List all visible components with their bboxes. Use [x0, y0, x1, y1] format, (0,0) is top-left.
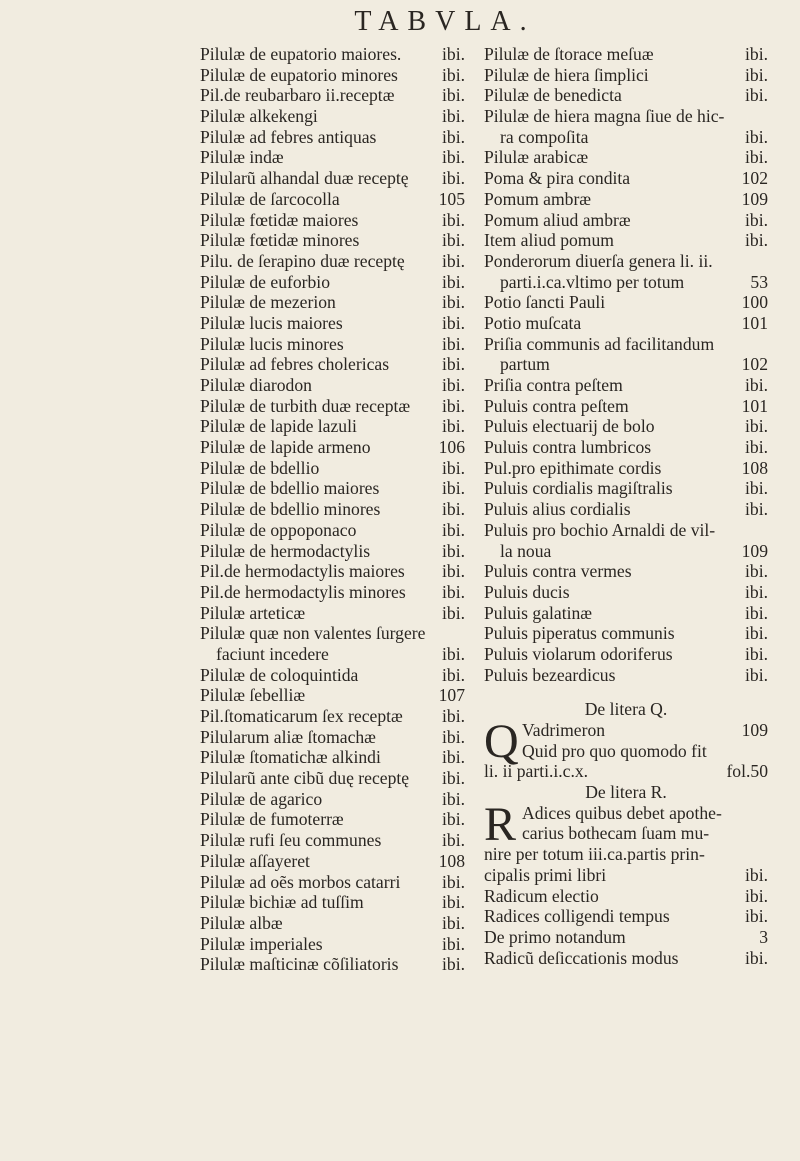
entry-text: Pilulæ de eupatorio minores: [200, 64, 398, 85]
entry-reference: ibi.: [745, 478, 768, 499]
index-entry: [200, 644, 465, 665]
page-header: TABVLA.: [354, 6, 536, 37]
entry-reference: ibi.: [442, 106, 465, 127]
entry-reference: ibi.: [442, 126, 465, 147]
index-entry: [484, 948, 768, 969]
index-entry: [484, 210, 768, 231]
entry-text: Pilulæ de lapide lazuli: [200, 416, 357, 437]
entry-text: Pil.de hermodactylis minores: [200, 581, 406, 602]
index-entry: [484, 65, 768, 86]
index-entry: [200, 499, 465, 520]
index-entry: [200, 727, 465, 748]
index-entry: [200, 541, 465, 562]
index-entry: [484, 886, 768, 907]
index-entry: [484, 803, 768, 824]
index-entry: [484, 168, 768, 189]
entry-reference: ibi.: [442, 788, 465, 809]
entry-reference: ibi.: [442, 395, 465, 416]
index-entry: [200, 189, 465, 210]
entry-text: li. ii parti.i.c.x.: [484, 761, 589, 782]
entry-text: Puluis contra peſtem: [484, 395, 629, 416]
entry-reference: ibi.: [745, 437, 768, 458]
entry-reference: ibi.: [442, 457, 465, 478]
entry-text: Pilulæ rufi ſeu communes: [200, 830, 382, 851]
entry-text: Pilularũ alhandal duæ receptę: [200, 168, 409, 189]
index-entry: [484, 741, 768, 762]
entry-text: Pilulæ de hiera magna ſiue de hic-: [484, 106, 725, 127]
entry-reference: ibi.: [745, 947, 768, 968]
entry-text: Radicũ deſiccationis modus: [484, 947, 679, 968]
index-entry: [484, 623, 768, 644]
index-entry: [200, 230, 465, 251]
entry-reference: ibi.: [442, 664, 465, 685]
section-r-lines: [484, 797, 768, 969]
entry-reference: 3: [759, 926, 768, 947]
entry-reference: ibi.: [442, 747, 465, 768]
entry-reference: ibi.: [442, 540, 465, 561]
index-entry: [200, 416, 465, 437]
entry-reference: ibi.: [442, 292, 465, 313]
section-r-block: [484, 797, 768, 969]
entry-text: ra compoſita: [500, 126, 589, 147]
entry-reference: ibi.: [442, 44, 465, 64]
entry-text: Pilulæ de benedicta: [484, 85, 622, 106]
index-entry: [200, 375, 465, 396]
entry-reference: ibi.: [745, 499, 768, 520]
entry-text: Pilulæ ſtomatichæ alkindi: [200, 747, 381, 768]
entry-text: Pilulæ de turbith duæ receptæ: [200, 395, 411, 416]
entry-reference: ibi.: [745, 864, 768, 885]
entry-text: Pilulæ ad febres antiquas: [200, 126, 377, 147]
index-entry: [484, 458, 768, 479]
dropcap-q: Q: [484, 715, 519, 768]
entry-reference: ibi.: [745, 623, 768, 644]
entry-text: Puluis ducis: [484, 581, 570, 602]
entry-text: Pil.de hermodactylis maiores: [200, 561, 405, 582]
entry-reference: ibi.: [442, 230, 465, 251]
right-entries: [484, 44, 768, 685]
index-entry: [484, 603, 768, 624]
entry-reference: 109: [741, 188, 768, 209]
index-entry: [484, 44, 768, 65]
index-entry: [484, 720, 768, 741]
index-entry: [484, 272, 768, 293]
entry-reference: ibi.: [745, 664, 768, 685]
entry-text: Pilulæ arabicæ: [484, 147, 589, 168]
entry-reference: 102: [741, 168, 768, 189]
entry-text: Pilulæ alkekengi: [200, 106, 318, 127]
index-entry: [200, 934, 465, 955]
index-entry: [200, 665, 465, 686]
entry-text: Pilulæ diarodon: [200, 375, 312, 395]
index-entry: [484, 106, 768, 127]
index-entry: [200, 210, 465, 231]
entry-reference: ibi.: [442, 706, 465, 726]
entry-text: Radicum electio: [484, 885, 599, 906]
index-entry: [484, 396, 768, 417]
entry-reference: ibi.: [745, 85, 768, 106]
entry-text: Pilulæ de ſtorace meſuæ: [484, 44, 654, 64]
entry-reference: ibi.: [745, 885, 768, 906]
entry-text: cipalis primi libri: [484, 864, 607, 885]
entry-reference: 53: [750, 271, 768, 292]
entry-reference: ibi.: [442, 354, 465, 375]
index-entry: [200, 458, 465, 479]
entry-text: Pilulæ de agarico: [200, 788, 323, 809]
entry-reference: ibi.: [442, 933, 465, 954]
index-entry: [200, 747, 465, 768]
entry-reference: ibi.: [442, 871, 465, 892]
index-entry: [200, 85, 465, 106]
index-entry: [484, 354, 768, 375]
index-entry: [200, 396, 465, 417]
dropcap-r: R: [484, 797, 517, 851]
entry-reference: ibi.: [745, 64, 768, 85]
entry-text: Pil.ſtomaticarum ſex receptæ: [200, 706, 403, 726]
entry-reference: ibi.: [745, 209, 768, 230]
entry-text: Pilulæ ad febres cholericas: [200, 354, 390, 375]
section-q-block: [484, 715, 768, 782]
entry-text: Potio muſcata: [484, 312, 582, 333]
left-index-column: [200, 44, 465, 975]
entry-text: Pilulæ fœtidæ maiores: [200, 209, 359, 230]
index-entry: [200, 830, 465, 851]
entry-reference: ibi.: [442, 168, 465, 189]
index-entry: [484, 561, 768, 582]
index-entry: [484, 499, 768, 520]
index-entry: [200, 292, 465, 313]
entry-text: Pilulæ albæ: [200, 912, 283, 933]
index-entry: [484, 292, 768, 313]
entry-text: Puluis contra vermes: [484, 561, 632, 582]
entry-reference: ibi.: [442, 209, 465, 230]
index-entry: [200, 603, 465, 624]
entry-text: Vadrimeron: [522, 720, 606, 740]
entry-reference: ibi.: [442, 250, 465, 271]
entry-text: Pomum aliud ambræ: [484, 209, 631, 230]
index-entry: [200, 872, 465, 893]
entry-reference: ibi.: [442, 892, 465, 913]
index-entry: [200, 354, 465, 375]
entry-reference: ibi.: [745, 147, 768, 168]
entry-reference: ibi.: [442, 726, 465, 747]
entry-text: Radices colligendi tempus: [484, 906, 670, 927]
entry-text: Puluis alius cordialis: [484, 499, 631, 520]
index-entry: [200, 913, 465, 934]
index-entry: [484, 665, 768, 686]
entry-text: Quid pro quo quomodo fit: [522, 740, 707, 761]
index-entry: [484, 416, 768, 437]
index-entry: [200, 520, 465, 541]
entry-text: Pilulæ indæ: [200, 147, 284, 168]
index-entry: [484, 127, 768, 148]
entry-reference: ibi.: [745, 416, 768, 437]
index-entry: [200, 437, 465, 458]
index-entry: [200, 561, 465, 582]
index-entry: [484, 147, 768, 168]
entry-reference: 107: [438, 685, 465, 706]
index-entry: [484, 375, 768, 396]
entry-reference: ibi.: [442, 830, 465, 851]
entry-text: Pilulæ arteticæ: [200, 602, 306, 623]
index-entry: [200, 127, 465, 148]
entry-reference: 101: [741, 395, 768, 416]
entry-reference: ibi.: [745, 906, 768, 927]
index-entry: [200, 809, 465, 830]
index-entry: [484, 927, 768, 948]
entry-reference: 108: [438, 850, 465, 871]
section-heading-q: De litera Q.: [584, 699, 668, 720]
entry-reference: ibi.: [745, 602, 768, 623]
entry-text: Priſia contra peſtem: [484, 375, 623, 395]
entry-text: De primo notandum: [484, 926, 626, 947]
index-entry: [200, 272, 465, 293]
index-entry: [200, 147, 465, 168]
entry-text: la noua: [500, 540, 552, 561]
entry-reference: 106: [438, 437, 465, 458]
entry-text: Pilulæ maſticinæ cõſiliatoris: [200, 954, 399, 975]
entry-reference: ibi.: [442, 643, 465, 664]
entry-text: partum: [500, 354, 550, 375]
index-entry: [200, 44, 465, 65]
entry-text: Adices quibus debet apothe-: [522, 802, 722, 823]
section-q-lines: [484, 715, 768, 782]
entry-text: Pilulæ de eupatorio maiores.: [200, 44, 402, 64]
entry-reference: ibi.: [442, 416, 465, 437]
entry-text: Pomum ambræ: [484, 188, 592, 209]
entry-text: Pilulæ de fumoterræ: [200, 809, 344, 830]
entry-text: Item aliud pomum: [484, 230, 614, 251]
entry-reference: ibi.: [745, 44, 768, 64]
entry-reference: ibi.: [745, 375, 768, 395]
entry-reference: ibi.: [442, 561, 465, 582]
entry-reference: 102: [741, 354, 768, 375]
index-entry: [200, 478, 465, 499]
index-entry: [200, 334, 465, 355]
entry-text: Ponderorum diuerſa genera li. ii.: [484, 250, 713, 271]
index-entry: [484, 541, 768, 562]
right-index-column: [484, 44, 768, 968]
entry-reference: 100: [741, 292, 768, 313]
index-entry: [484, 230, 768, 251]
entry-text: Pilulæ aſſayeret: [200, 850, 310, 871]
index-entry: [200, 789, 465, 810]
index-entry: [484, 823, 768, 844]
index-entry: [484, 313, 768, 334]
index-entry: [200, 706, 465, 727]
entry-text: Poma & pira condita: [484, 168, 631, 189]
entry-text: Pilulæ lucis maiores: [200, 312, 343, 333]
entry-reference: ibi.: [442, 954, 465, 975]
entry-text: Puluis contra lumbricos: [484, 437, 652, 458]
index-entry: [484, 844, 768, 865]
entry-reference: ibi.: [442, 768, 465, 789]
section-heading-r: De litera R.: [585, 782, 667, 803]
entry-text: Pilulæ de bdellio minores: [200, 499, 381, 520]
index-entry: [200, 623, 465, 644]
index-entry: [484, 478, 768, 499]
entry-reference: ibi.: [442, 271, 465, 292]
entry-reference: ibi.: [442, 499, 465, 520]
index-entry: [484, 334, 768, 355]
entry-text: Pilulæ quæ non valentes ſurgere: [200, 623, 426, 644]
entry-text: Puluis electuarij de bolo: [484, 416, 655, 437]
entry-text: Pilulæ imperiales: [200, 933, 323, 954]
entry-reference: 109: [741, 540, 768, 561]
entry-text: Pilulæ bichiæ ad tuſſim: [200, 892, 364, 913]
index-entry: [200, 65, 465, 86]
entry-text: Pilularũ ante cibũ duę receptę: [200, 768, 410, 789]
entry-text: Pilulæ de oppoponaco: [200, 519, 357, 540]
entry-reference: ibi.: [745, 581, 768, 602]
index-entry: [200, 892, 465, 913]
entry-reference: ibi.: [442, 602, 465, 623]
entry-text: faciunt incedere: [216, 643, 329, 664]
entry-text: nire per totum iii.ca.partis prin-: [484, 844, 705, 865]
entry-reference: ibi.: [442, 85, 465, 106]
index-entry: [484, 251, 768, 272]
entry-reference: ibi.: [442, 581, 465, 602]
entry-reference: ibi.: [442, 312, 465, 333]
index-entry: [484, 906, 768, 927]
entry-reference: 108: [741, 457, 768, 478]
entry-text: Puluis pro bochio Arnaldi de vil-: [484, 519, 716, 540]
entry-reference: 105: [438, 188, 465, 209]
index-entry: [200, 582, 465, 603]
entry-text: Pul.pro epithimate cordis: [484, 457, 662, 478]
entry-text: Pilulæ de hiera ſimplici: [484, 64, 649, 85]
entry-text: Pilulæ de mezerion: [200, 292, 336, 313]
entry-text: Pilu. de ſerapino duæ receptę: [200, 250, 405, 271]
entry-reference: ibi.: [745, 561, 768, 582]
index-entry: [200, 313, 465, 334]
entry-reference: ibi.: [442, 478, 465, 499]
entry-text: Pilulæ lucis minores: [200, 333, 344, 354]
index-entry: [200, 251, 465, 272]
entry-reference: ibi.: [745, 230, 768, 251]
entry-text: Pilulæ fœtidæ minores: [200, 230, 360, 251]
index-entry: [200, 106, 465, 127]
entry-reference: ibi.: [442, 147, 465, 168]
entry-reference: 109: [741, 720, 768, 740]
index-entry: [200, 954, 465, 975]
index-entry: [484, 865, 768, 886]
entry-text: Puluis galatinæ: [484, 602, 593, 623]
index-entry: [200, 168, 465, 189]
entry-text: parti.i.ca.vltimo per totum: [500, 271, 685, 292]
entry-text: Pilulæ de bdellio maiores: [200, 478, 380, 499]
entry-text: Pilularum aliæ ſtomachæ: [200, 726, 376, 747]
entry-reference: 101: [741, 312, 768, 333]
entry-text: Pilulæ de lapide armeno: [200, 437, 371, 458]
entry-reference: fol.50: [726, 761, 768, 782]
entry-text: Pilulæ de hermodactylis: [200, 540, 371, 561]
entry-text: Pilulæ ſebelliæ: [200, 685, 306, 706]
index-entry: [200, 685, 465, 706]
entry-text: Pilulæ de coloquintida: [200, 664, 359, 685]
entry-text: Potio ſancti Pauli: [484, 292, 606, 313]
index-entry: [200, 851, 465, 872]
index-entry: [484, 582, 768, 603]
index-entry: [484, 520, 768, 541]
index-entry: [200, 768, 465, 789]
entry-text: Puluis piperatus communis: [484, 623, 675, 644]
index-entry: [484, 189, 768, 210]
entry-reference: ibi.: [442, 912, 465, 933]
entry-text: carius bothecam ſuam mu-: [522, 823, 710, 844]
entry-reference: ibi.: [442, 375, 465, 395]
index-entry: [484, 85, 768, 106]
entry-reference: ibi.: [442, 64, 465, 85]
entry-text: Puluis violarum odoriferus: [484, 643, 673, 664]
entry-text: Pilulæ de ſarcocolla: [200, 188, 340, 209]
entry-reference: ibi.: [442, 519, 465, 540]
index-entry: [484, 761, 768, 782]
entry-text: Pilulæ de bdellio: [200, 457, 320, 478]
entry-text: Puluis bezeardicus: [484, 664, 616, 685]
entry-text: Puluis cordialis magiſtralis: [484, 478, 673, 499]
entry-reference: ibi.: [442, 333, 465, 354]
entry-text: Priſia communis ad facilitandum: [484, 333, 715, 354]
index-entry: [484, 644, 768, 665]
index-entry: [484, 437, 768, 458]
entry-reference: ibi.: [442, 809, 465, 830]
entry-text: Pilulæ de euforbio: [200, 271, 330, 292]
entry-text: Pilulæ ad oẽs morbos catarri: [200, 871, 401, 892]
entry-text: Pil.de reubarbaro ii.receptæ: [200, 85, 395, 106]
entry-reference: ibi.: [745, 126, 768, 147]
entry-reference: ibi.: [745, 643, 768, 664]
